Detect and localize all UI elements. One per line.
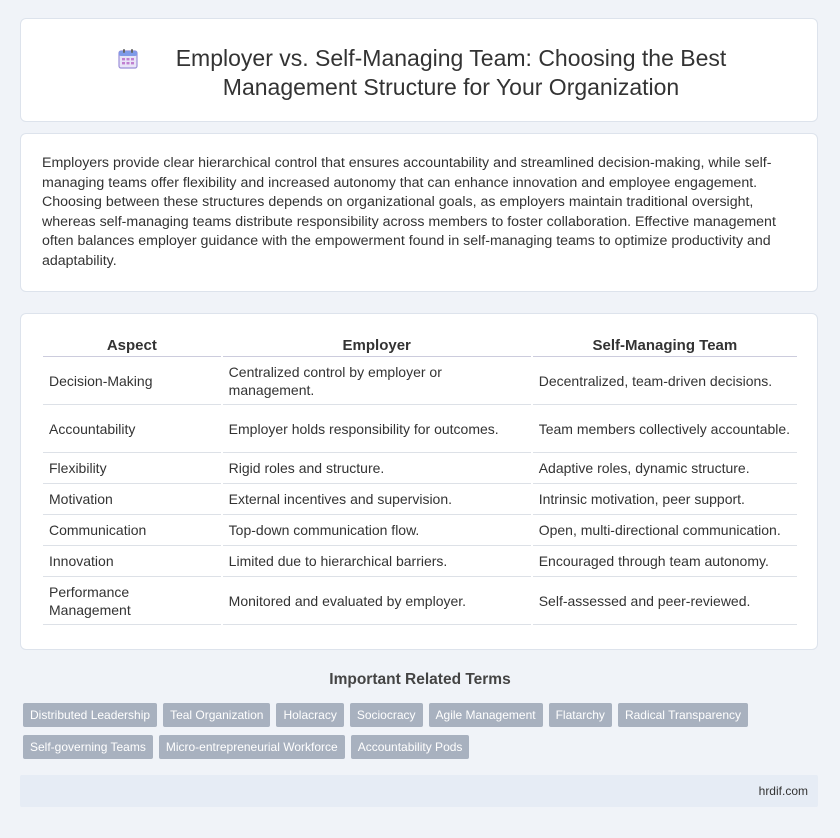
cell-self-managing-team: Intrinsic motivation, peer support. bbox=[533, 484, 797, 515]
cell-employer: Rigid roles and structure. bbox=[223, 453, 531, 484]
comparison-table bbox=[41, 334, 799, 625]
cell-aspect: Communication bbox=[43, 515, 221, 546]
table-row bbox=[43, 546, 797, 577]
table-row bbox=[43, 405, 797, 453]
related-term-tag[interactable]: Distributed Leadership bbox=[23, 703, 157, 727]
cell-aspect: Innovation bbox=[43, 546, 221, 577]
related-term-tag[interactable]: Self-governing Teams bbox=[23, 735, 153, 759]
cell-aspect: Decision-Making bbox=[43, 357, 221, 405]
related-terms-row bbox=[23, 735, 475, 759]
intro-card bbox=[20, 133, 818, 292]
table-row bbox=[43, 484, 797, 515]
table-row bbox=[43, 577, 797, 625]
related-terms-title: Important Related Terms bbox=[329, 671, 511, 688]
header-aspect: Aspect bbox=[43, 334, 221, 357]
cell-aspect: Accountability bbox=[43, 405, 221, 453]
cell-employer: Top-down communication flow. bbox=[223, 515, 531, 546]
cell-employer: Centralized control by employer or management. bbox=[223, 357, 531, 405]
related-term-tag[interactable]: Agile Management bbox=[429, 703, 543, 727]
cell-employer: External incentives and supervision. bbox=[223, 484, 531, 515]
table-row bbox=[43, 357, 797, 405]
cell-employer: Limited due to hierarchical barriers. bbox=[223, 546, 531, 577]
related-term-tag[interactable]: Radical Transparency bbox=[618, 703, 748, 727]
table-row bbox=[43, 515, 797, 546]
related-term-tag[interactable]: Sociocracy bbox=[350, 703, 423, 727]
related-term-tag[interactable]: Accountability Pods bbox=[351, 735, 470, 759]
related-terms-row bbox=[23, 703, 754, 727]
cell-employer: Monitored and evaluated by employer. bbox=[223, 577, 531, 625]
cell-self-managing-team: Team members collectively accountable. bbox=[533, 405, 797, 453]
cell-aspect: Performance Management bbox=[43, 577, 221, 625]
related-term-tag[interactable]: Teal Organization bbox=[163, 703, 270, 727]
comparison-table-card bbox=[20, 313, 818, 650]
cell-aspect: Flexibility bbox=[43, 453, 221, 484]
footer bbox=[20, 775, 818, 807]
cell-self-managing-team: Decentralized, team-driven decisions. bbox=[533, 357, 797, 405]
calendar-icon bbox=[117, 48, 139, 70]
table-header-row bbox=[43, 334, 797, 357]
header-employer: Employer bbox=[223, 334, 531, 357]
header-self-managing-team: Self-Managing Team bbox=[533, 334, 797, 357]
cell-self-managing-team: Open, multi-directional communication. bbox=[533, 515, 797, 546]
related-term-tag[interactable]: Micro-entrepreneurial Workforce bbox=[159, 735, 345, 759]
page-title: Employer vs. Self-Managing Team: Choosing the Best Management Structure for Your Organization bbox=[175, 45, 727, 100]
intro-paragraph: Employers provide clear hierarchical control that ensures accountability and streamlined decision-making, while self-managing teams offer flexibility and increased autonomy that can enhance innovation and employee engagement. Choosing between these structures depends on organizational goals, as employers maintain traditional oversight, whereas self-managing teams distribute responsibility across members to foster collaboration. Effective management often balances employer guidance with the empowerment found in self-managing teams to optimize productivity and adaptability. bbox=[42, 155, 776, 269]
related-term-tag[interactable]: Holacracy bbox=[276, 703, 343, 727]
cell-self-managing-team: Adaptive roles, dynamic structure. bbox=[533, 453, 797, 484]
table-row bbox=[43, 453, 797, 484]
cell-self-managing-team: Encouraged through team autonomy. bbox=[533, 546, 797, 577]
cell-aspect: Motivation bbox=[43, 484, 221, 515]
cell-self-managing-team: Self-assessed and peer-reviewed. bbox=[533, 577, 797, 625]
related-term-tag[interactable]: Flatarchy bbox=[549, 703, 612, 727]
cell-employer: Employer holds responsibility for outcomes. bbox=[223, 405, 531, 453]
footer-site[interactable]: hrdif.com bbox=[758, 784, 808, 798]
title-card bbox=[20, 18, 818, 122]
